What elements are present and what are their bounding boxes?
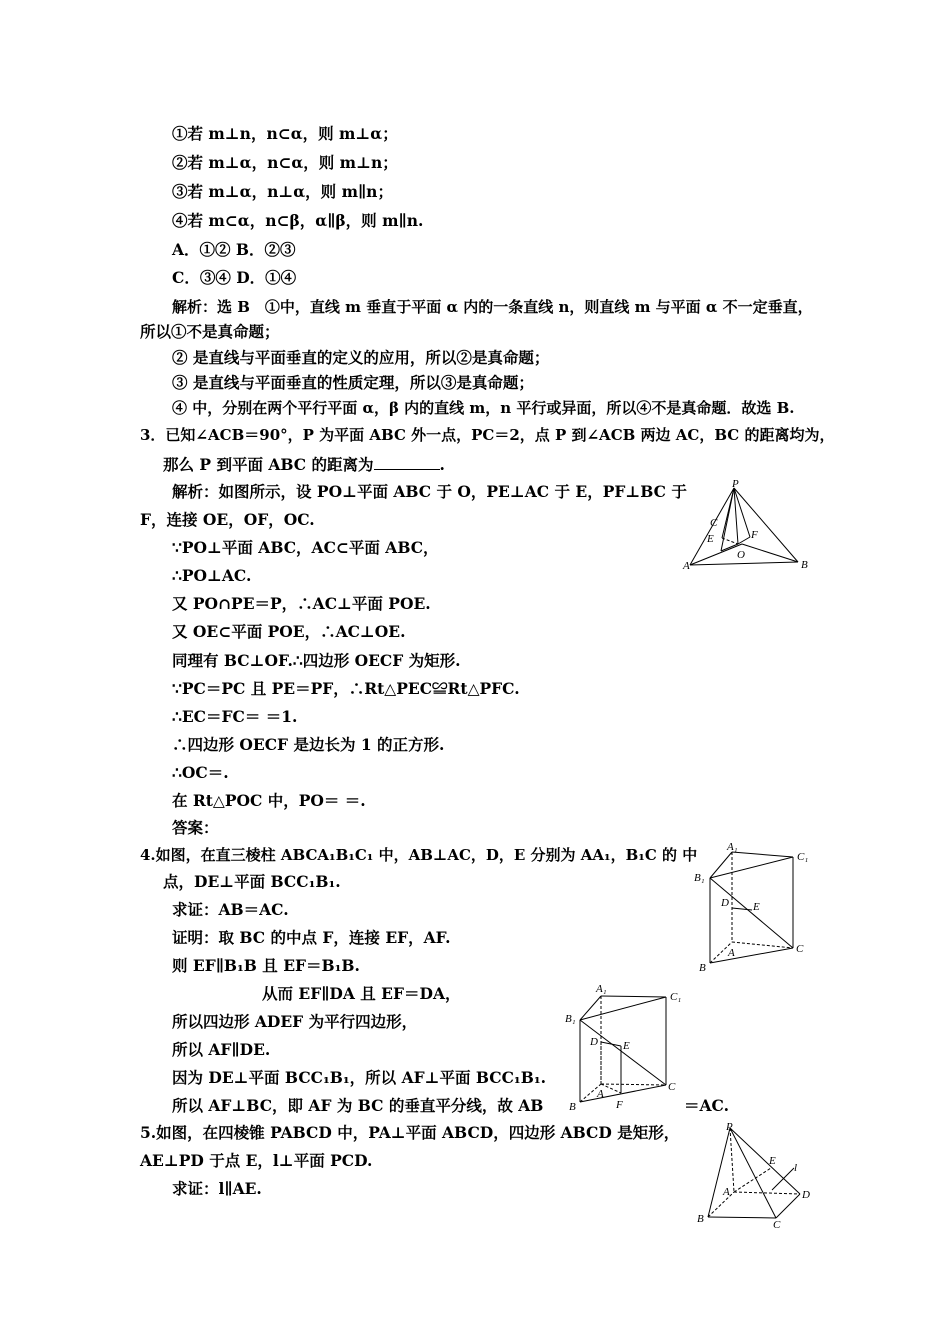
q5-prove: 求证：l∥AE.	[172, 1179, 262, 1198]
q4-prove: 求证：AB＝AC.	[172, 900, 289, 919]
label-d: D	[802, 1189, 810, 1201]
label-f: F	[616, 1099, 623, 1111]
q3-step: ∵PO⊥平面 ABC，AC⊂平面 ABC，	[172, 538, 439, 557]
q3-step: 又 OE⊂平面 POE，∴AC⊥OE.	[172, 622, 406, 641]
q5-stem-line-2: AE⊥PD 于点 E，l⊥平面 PCD.	[140, 1151, 373, 1170]
q4-proof-line-7: 所以 AF⊥BC，即 AF 为 BC 的垂直平分线，故 AB	[172, 1096, 544, 1115]
q4-stem-line-1: 4.如图，在直三棱柱 ABCA₁B₁C₁ 中，AB⊥AC，D，E 分别为 AA₁，B₁C 的 中	[140, 846, 698, 864]
label-b1: B₁	[694, 872, 705, 884]
q4-prism-figure-with-midpoint	[563, 980, 693, 1115]
label-a: A	[683, 560, 690, 572]
q2-analysis-line-3: ② 是直线与平面垂直的定义的应用，所以②是真命题；	[172, 348, 550, 367]
label-b: B	[699, 962, 706, 974]
label-d: D	[721, 897, 729, 909]
label-o: O	[737, 549, 745, 561]
q3-stem-text: 那么 P 到平面 ABC 的距离为	[163, 455, 374, 474]
option-4: ④若 m⊂α，n⊂β，α∥β，则 m∥n.	[172, 211, 424, 230]
option-3: ③若 m⊥α，n⊥α，则 m∥n；	[172, 182, 393, 201]
analysis-text: 如图所示，设 PO⊥平面 ABC 于 O，PE⊥AC 于 E，PF⊥BC 于	[218, 482, 687, 501]
label-e: E	[707, 533, 714, 545]
q4-proof-line-2: 则 EF∥B₁B 且 EF＝B₁B.	[172, 956, 360, 975]
q3-step: ∵PC＝PC 且 PE＝PF，∴Rt△PEC≌Rt△PFC.	[172, 679, 520, 698]
q2-analysis-line-5: ④ 中，分别在两个平行平面 α，β 内的直线 m，n 平行或异面，所以④不是真命题．故选 B.	[172, 399, 795, 417]
q5-pyramid-figure	[692, 1120, 822, 1230]
q2-analysis-line-4: ③ 是直线与平面垂直的性质定理，所以③是真命题；	[172, 373, 534, 392]
label-c: C	[796, 943, 804, 955]
q4-proof-line-7-end: ＝AC.	[684, 1096, 729, 1115]
q4-proof-line-1	[172, 928, 451, 948]
label-e: E	[753, 901, 760, 913]
q4-proof-line-3: 从而 EF∥DA 且 EF＝DA，	[262, 984, 461, 1003]
q3-step: 同理有 BC⊥OF.∴四边形 OECF 为矩形.	[172, 651, 461, 670]
q3-step: ∴四边形 OECF 是边长为 1 的正方形.	[172, 735, 445, 754]
label-a: A	[723, 1186, 730, 1198]
label-b: B	[801, 559, 808, 571]
proof-label: 证明：	[172, 928, 219, 947]
option-1: ①若 m⊥n，n⊂α，则 m⊥α；	[172, 124, 398, 143]
label-e: E	[769, 1155, 776, 1167]
q5-stem-line-1: 5.如图，在四棱锥 PABCD 中，PA⊥平面 ABCD，四边形 ABCD 是矩形，	[140, 1123, 680, 1142]
q3-step: ∴PO⊥AC.	[172, 566, 252, 585]
q3-answer-label: 答案：	[172, 818, 219, 837]
label-b1: B₁	[565, 1013, 576, 1025]
q3-pyramid-figure	[680, 478, 815, 576]
q3-stem-line-1: 3．已知∠ACB＝90°，P 为平面 ABC 外一点，PC＝2，点 P 到∠ACB 两边 AC，BC 的距离均为，	[140, 426, 835, 444]
q3-step: 又 PO∩PE＝P，∴AC⊥平面 POE.	[172, 594, 431, 613]
label-b: B	[697, 1213, 704, 1225]
q3-stem-line-2	[163, 455, 445, 475]
q3-analysis-line-2: F，连接 OE，OF，OC.	[140, 510, 315, 529]
q4-proof-line-6: 因为 DE⊥平面 BCC₁B₁，所以 AF⊥平面 BCC₁B₁.	[172, 1068, 547, 1087]
q2-analysis-line-2: 所以①不是真命题；	[140, 322, 280, 341]
q3-stem-end: .	[439, 455, 445, 474]
q4-proof-line-4: 所以四边形 ADEF 为平行四边形，	[172, 1012, 418, 1031]
analysis-label: 解析：	[172, 482, 219, 501]
label-c1: C₁	[670, 991, 682, 1003]
label-a1: A₁	[727, 841, 738, 853]
proof-text: 取 BC 的中点 F，连接 EF，AF.	[218, 928, 451, 947]
option-2: ②若 m⊥α，n⊂α，则 m⊥n；	[172, 153, 398, 172]
q3-analysis-line-1	[172, 482, 687, 502]
analysis-label: 解析：	[172, 298, 218, 316]
label-a: A	[597, 1088, 604, 1100]
label-l: l	[794, 1162, 798, 1174]
label-a1: A₁	[596, 983, 607, 995]
choices-cd: C．③④ D．①④	[172, 268, 297, 287]
q4-proof-line-5: 所以 AF∥DE.	[172, 1040, 271, 1059]
label-c: C	[773, 1219, 781, 1231]
analysis-text: 选 B ①中，直线 m 垂直于平面 α 内的一条直线 n，则直线 m 与平面 α 不一定垂直，	[217, 298, 813, 316]
q3-step: 在 Rt△POC 中，PO＝ ＝.	[172, 791, 366, 810]
label-c: C	[710, 517, 718, 529]
label-c1: C₁	[797, 851, 809, 863]
q3-step: ∴EC＝FC＝ ＝1.	[172, 707, 298, 726]
label-d: D	[590, 1036, 598, 1048]
label-c: C	[668, 1081, 676, 1093]
answer-blank	[374, 455, 440, 470]
label-f: F	[751, 529, 758, 541]
label-p: P	[726, 1121, 733, 1133]
q4-prism-figure	[690, 840, 820, 980]
label-a: A	[728, 947, 735, 959]
label-p: P	[732, 478, 739, 490]
choices-ab: A．①② B．②③	[172, 240, 296, 259]
q2-analysis-line-1	[172, 297, 813, 317]
q3-step: ∴OC＝.	[172, 763, 229, 782]
label-e: E	[623, 1040, 630, 1052]
label-b: B	[569, 1101, 576, 1113]
q4-stem-line-2: 点，DE⊥平面 BCC₁B₁.	[163, 872, 341, 891]
